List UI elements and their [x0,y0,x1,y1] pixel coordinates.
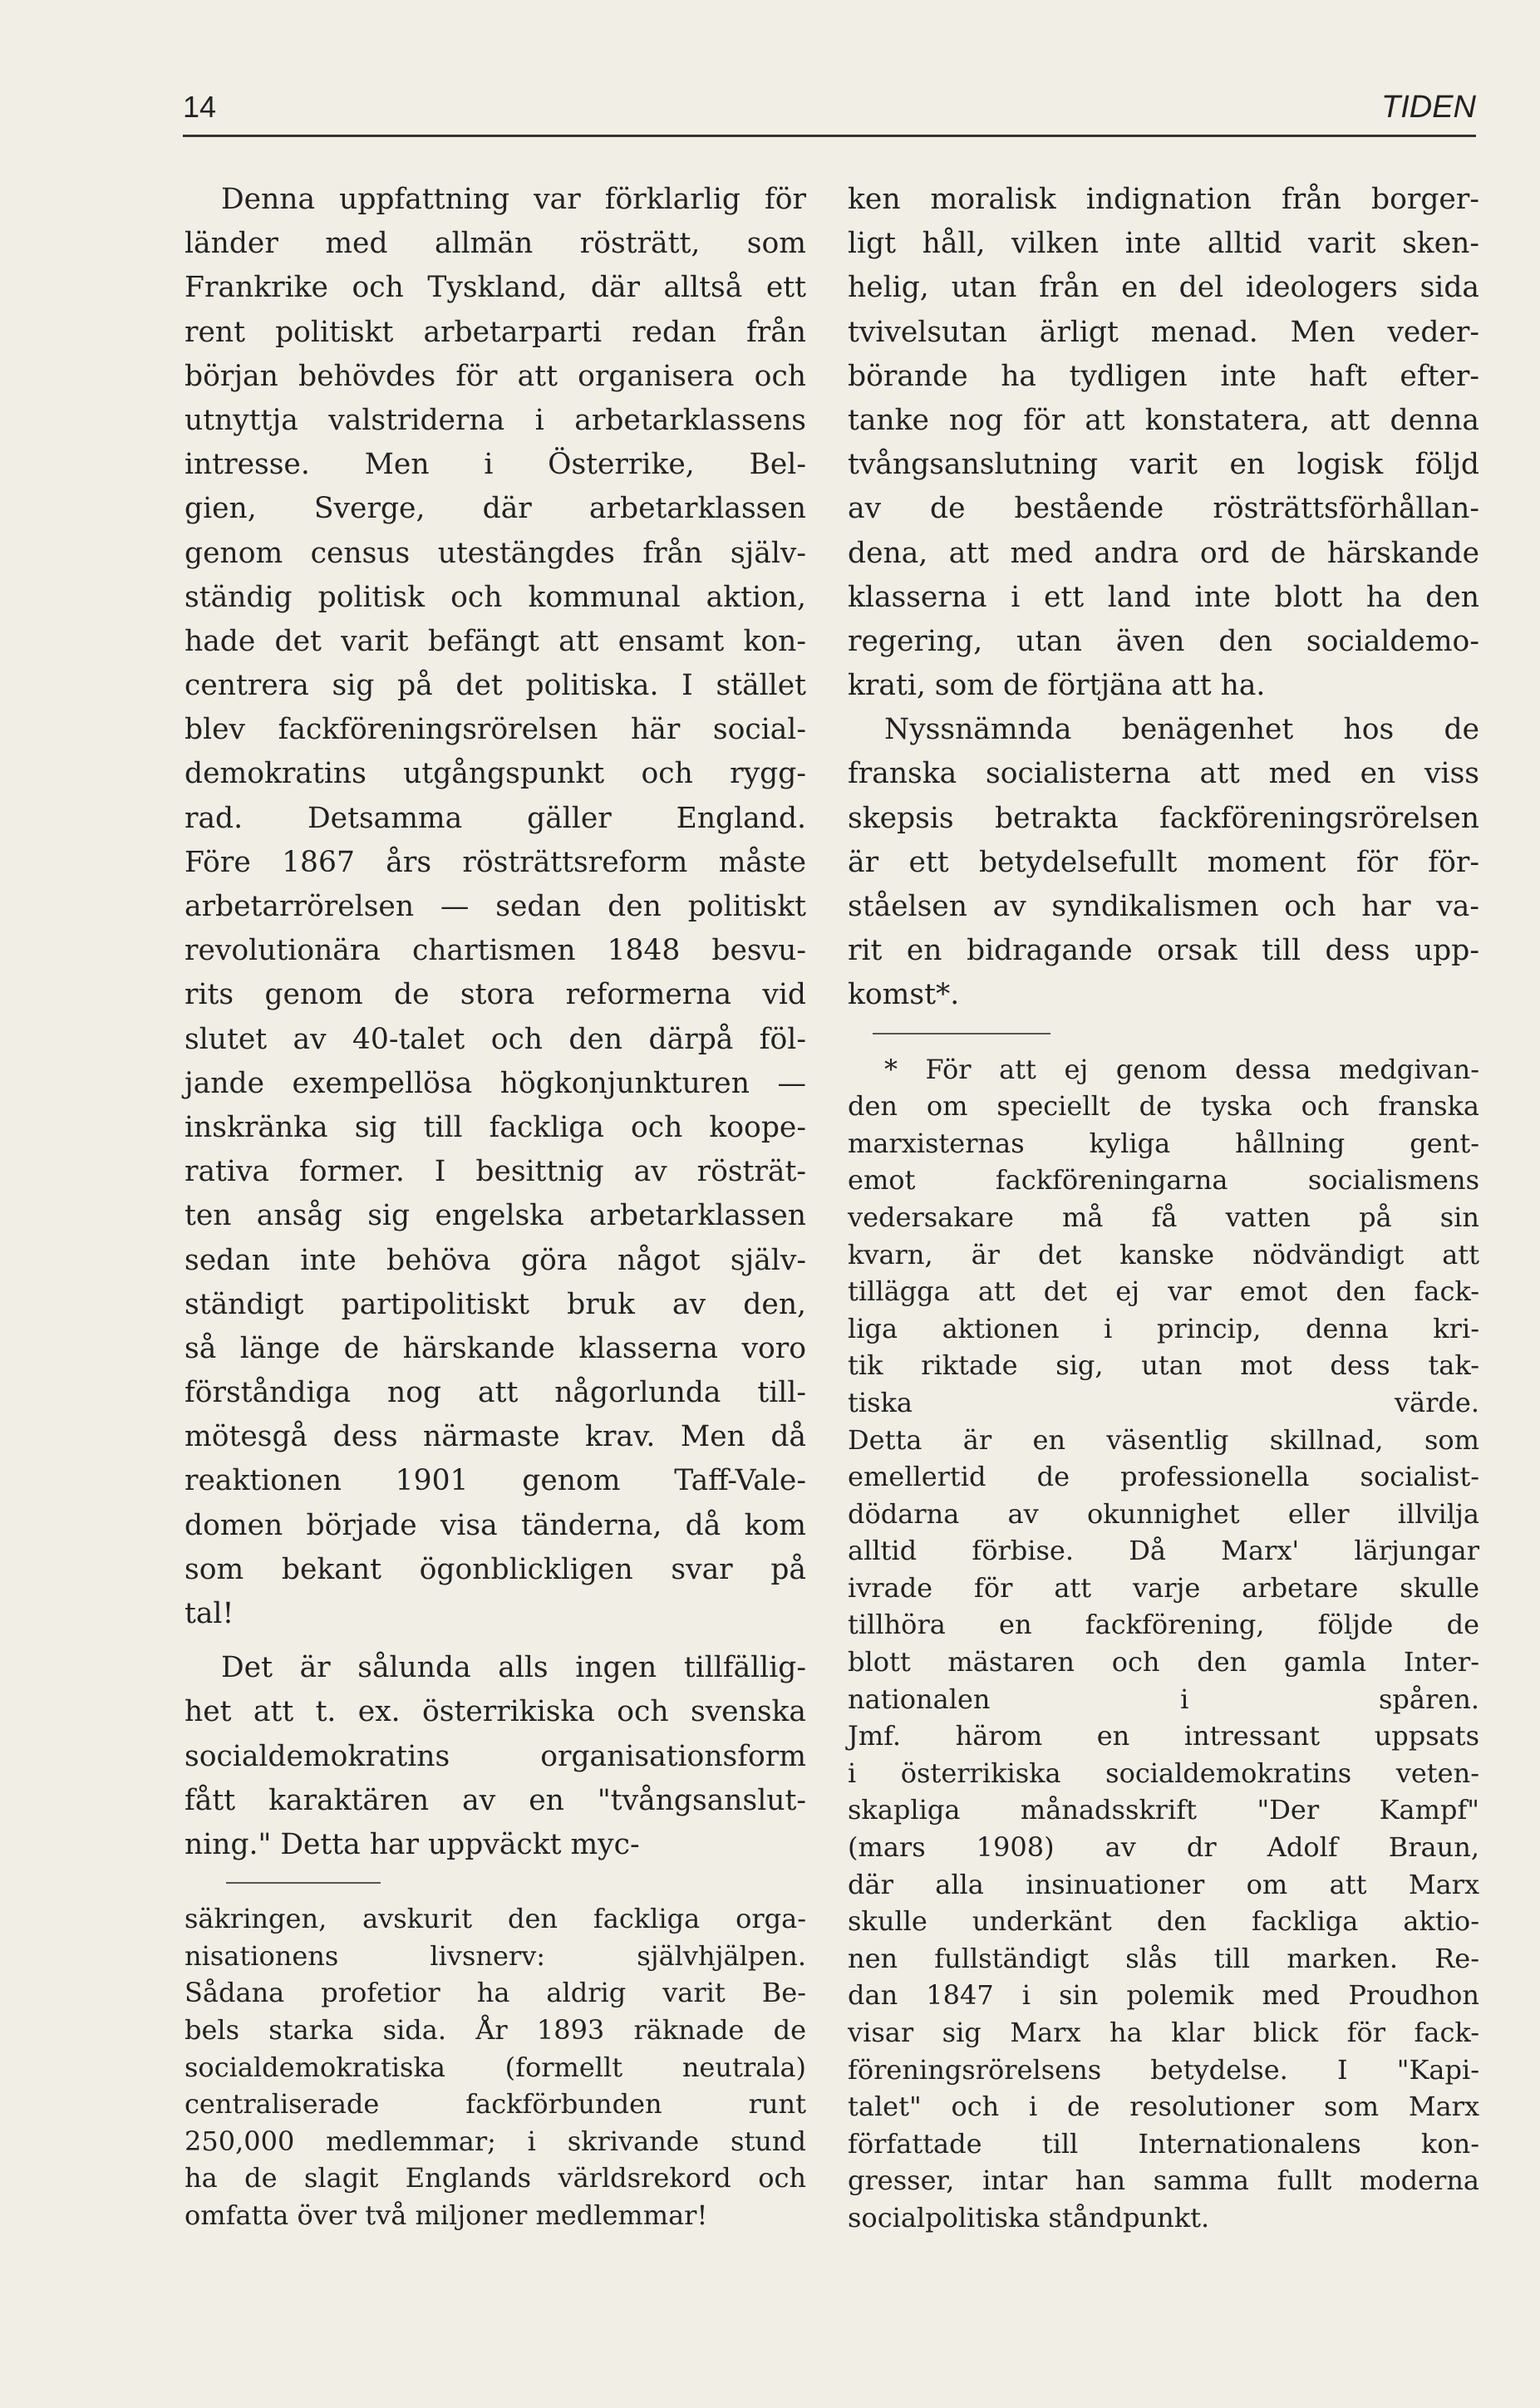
text-line: av de bestående rösträttsförhållan- [848,492,1479,526]
footnote-rule [226,1882,381,1884]
text-line: helig, utan från en del ideologers sida [848,271,1479,305]
text-line: emellertid de professionella socialist- [848,1461,1479,1493]
text-line: omfatta över två miljoner medlemmar! [185,2199,708,2231]
text-line: tillhöra en fackförening, följde de [848,1609,1479,1641]
text-line: rit en bidragande orsak till dess upp- [848,934,1479,968]
page-number: 14 [183,90,217,124]
text-line: länder med allmän rösträtt, som [185,227,806,261]
text-line: början behövdes för att organisera och [185,359,806,393]
text-line: talet" och i de resolutioner som Marx [848,2091,1479,2123]
text-line: dan 1847 i sin polemik med Proudhon [848,1979,1479,2012]
text-line: regering, utan även den socialdemo- [848,624,1479,658]
text-line: tvivelsutan ärligt menad. Men veder- [848,315,1479,349]
page-header [183,90,1476,133]
text-line: dena, att med andra ord de härskande [848,536,1479,570]
text-line: rent politiskt arbetarparti redan från [185,315,806,349]
text-line: visar sig Marx ha klar blick för fack- [848,2017,1479,2048]
text-line: inskränka sig till fackliga och koope- [185,1110,806,1144]
text-line: i österrikiska socialdemokratins veten- [848,1757,1479,1789]
text-line: mötesgå dess närmaste krav. Men då [185,1420,806,1454]
text-line: föreningsrörelsens betydelse. I "Kapi- [848,2053,1479,2086]
left-body [185,178,806,1636]
text-line: är ett betydelsefullt moment för för- [848,845,1479,879]
text-line: skulle underkänt den fackliga aktio- [848,1905,1479,1938]
text-line: ha de slagit Englands världsrekord och [185,2162,806,2194]
text-line: sedan inte behöva göra något själv- [185,1243,806,1277]
text-line: skapliga månadsskrift "Der Kampf" [848,1794,1479,1826]
text-line: bels starka sida. År 1893 räknade de [185,2013,806,2046]
text-line: genom census utestängdes från själv- [185,536,806,570]
text-line: tanke nog för att konstatera, att denna [848,403,1479,437]
text-line: marxisternas kyliga hållning gent- [848,1127,1479,1159]
text-line: 250,000 medlemmar; i skrivande stund [185,2125,806,2157]
text-line: demokratins utgångspunkt och rygg- [185,757,806,791]
text-line: hade det varit befängt att ensamt kon- [185,624,806,658]
text-line: ständigt partipolitiskt bruk av den, [185,1287,806,1321]
text-line: förståndiga nog att någorlunda till- [185,1376,806,1410]
text-line: Frankrike och Tyskland, där alltså ett [185,271,806,305]
text-line: gresser, intar han samma fullt moderna [848,2165,1479,2197]
text-line: socialdemokratins organisationsform [185,1739,806,1773]
text-line: domen började visa tänderna, då kom [185,1508,806,1542]
header-rule [183,135,1476,137]
text-line: slutet av 40-talet och den därpå föl- [185,1022,806,1056]
text-line: blott mästaren och den gamla Inter- [848,1646,1479,1678]
text-line: socialpolitiska ståndpunkt. [848,2201,1210,2234]
text-line: Detta är en väsentlig skillnad, som [848,1423,1479,1456]
text-line: börande ha tydligen inte haft efter- [848,359,1479,393]
text-line: ständig politisk och kommunal aktion, [185,580,806,614]
text-line: tik riktade sig, utan mot dess tak- [848,1349,1479,1382]
text-line: blev fackföreningsrörelsen här social- [185,713,806,747]
text-line: så länge de härskande klasserna voro [185,1331,806,1365]
text-line: ten ansåg sig engelska arbetarklassen [185,1199,806,1233]
text-line: Denna uppfattning var förklarlig för [221,183,806,216]
text-line: rativa former. I besittnig av rösträt- [185,1155,806,1189]
text-line: tvångsanslutning varit en logisk följd [848,448,1479,482]
text-line: * För att ej genom dessa medgivan- [884,1053,1479,1085]
text-line: komst*. [848,978,960,1012]
running-title: TIDEN [1381,90,1476,125]
text-line: ken moralisk indignation från borger- [848,183,1479,216]
text-line: gien, Sverge, där arbetarklassen [185,492,806,526]
text-line: kvarn, är det kanske nödvändigt att [848,1238,1479,1270]
text-line: franska socialisterna att med en viss [848,757,1479,791]
text-line: där alla insinuationer om att Marx [848,1868,1479,1900]
text-line: dödarna av okunnighet eller illvilja [848,1497,1479,1530]
text-line: emot fackföreningarna socialismens [848,1164,1479,1197]
text-line: tiska värde. [848,1386,1479,1418]
text-line: ståelsen av syndikalismen och har va- [848,890,1479,923]
text-line: Det är sålunda alls ingen tillfällig- [221,1651,806,1685]
text-line: krati, som de förtjäna att ha. [848,669,1266,703]
text-line: ligt håll, vilken inte alltid varit sken- [848,227,1479,261]
text-line: arbetarrörelsen — sedan den politiskt [185,890,806,923]
text-line: ning." Detta har uppväckt myc- [185,1827,640,1861]
left-footnote [185,1900,806,2234]
text-line: klasserna i ett land inte blott ha den [848,580,1479,614]
text-line: (mars 1908) av dr Adolf Braun, [848,1831,1479,1864]
text-line: skepsis betrakta fackföreningsrörelsen [848,801,1479,835]
right-body [848,178,1479,708]
text-line: tal! [185,1597,234,1630]
text-line: het att t. ex. österrikiska och svenska [185,1695,806,1729]
text-line: som bekant ögonblickligen svar på [185,1552,806,1586]
text-line: reaktionen 1901 genom Taff-Vale- [185,1464,806,1498]
right-footnote [848,1051,1479,2237]
text-line: centrera sig på det politiska. I stället [185,669,806,703]
text-line: nisationens livsnerv: självhjälpen. [185,1939,806,1972]
footnote-rule [873,1033,1050,1034]
left-body-2 [185,1646,806,1867]
right-body-2 [848,708,1479,1017]
text-line: den om speciellt de tyska och franska [848,1090,1479,1123]
text-line: jande exempellösa högkonjunkturen — [185,1066,806,1100]
text-line: socialdemokratiska (formellt neutrala) [185,2051,806,2083]
text-line: författade till Internationalens kon- [848,2127,1479,2160]
text-line: intresse. Men i Österrike, Bel- [185,448,806,482]
text-line: Jmf. härom en intressant uppsats [848,1720,1479,1752]
text-line: centraliserade fackförbunden runt [185,2088,806,2121]
text-line: liga aktionen i princip, denna kri- [848,1312,1479,1344]
right-column [848,178,1479,2237]
text-line: utnyttja valstriderna i arbetarklassens [185,403,806,437]
text-line: Före 1867 års rösträttsreform måste [185,845,806,879]
text-line: nen fullständigt slås till marken. Re- [848,1942,1479,1974]
text-line: revolutionära chartismen 1848 besvu- [185,934,806,968]
text-line: rad. Detsamma gäller England. [185,801,806,835]
text-line: Sådana profetior ha aldrig varit Be- [185,1977,806,2009]
text-line: Nyssnämnda benägenhet hos de [884,713,1479,747]
left-column [185,178,806,2234]
text-line: ivrade för att varje arbetare skulle [848,1571,1479,1604]
text-line: nationalen i spåren. [848,1683,1479,1715]
text-line: tillägga att det ej var emot den fack- [848,1275,1479,1308]
text-line: fått karaktären av en "tvångsanslut- [185,1783,806,1817]
text-line: alltid förbise. Då Marx' lärjungar [848,1535,1479,1567]
text-line: rits genom de stora reformerna vid [185,978,806,1012]
text-line: säkringen, avskurit den fackliga orga- [185,1903,806,1935]
text-line: vedersakare må få vatten på sin [848,1201,1479,1233]
